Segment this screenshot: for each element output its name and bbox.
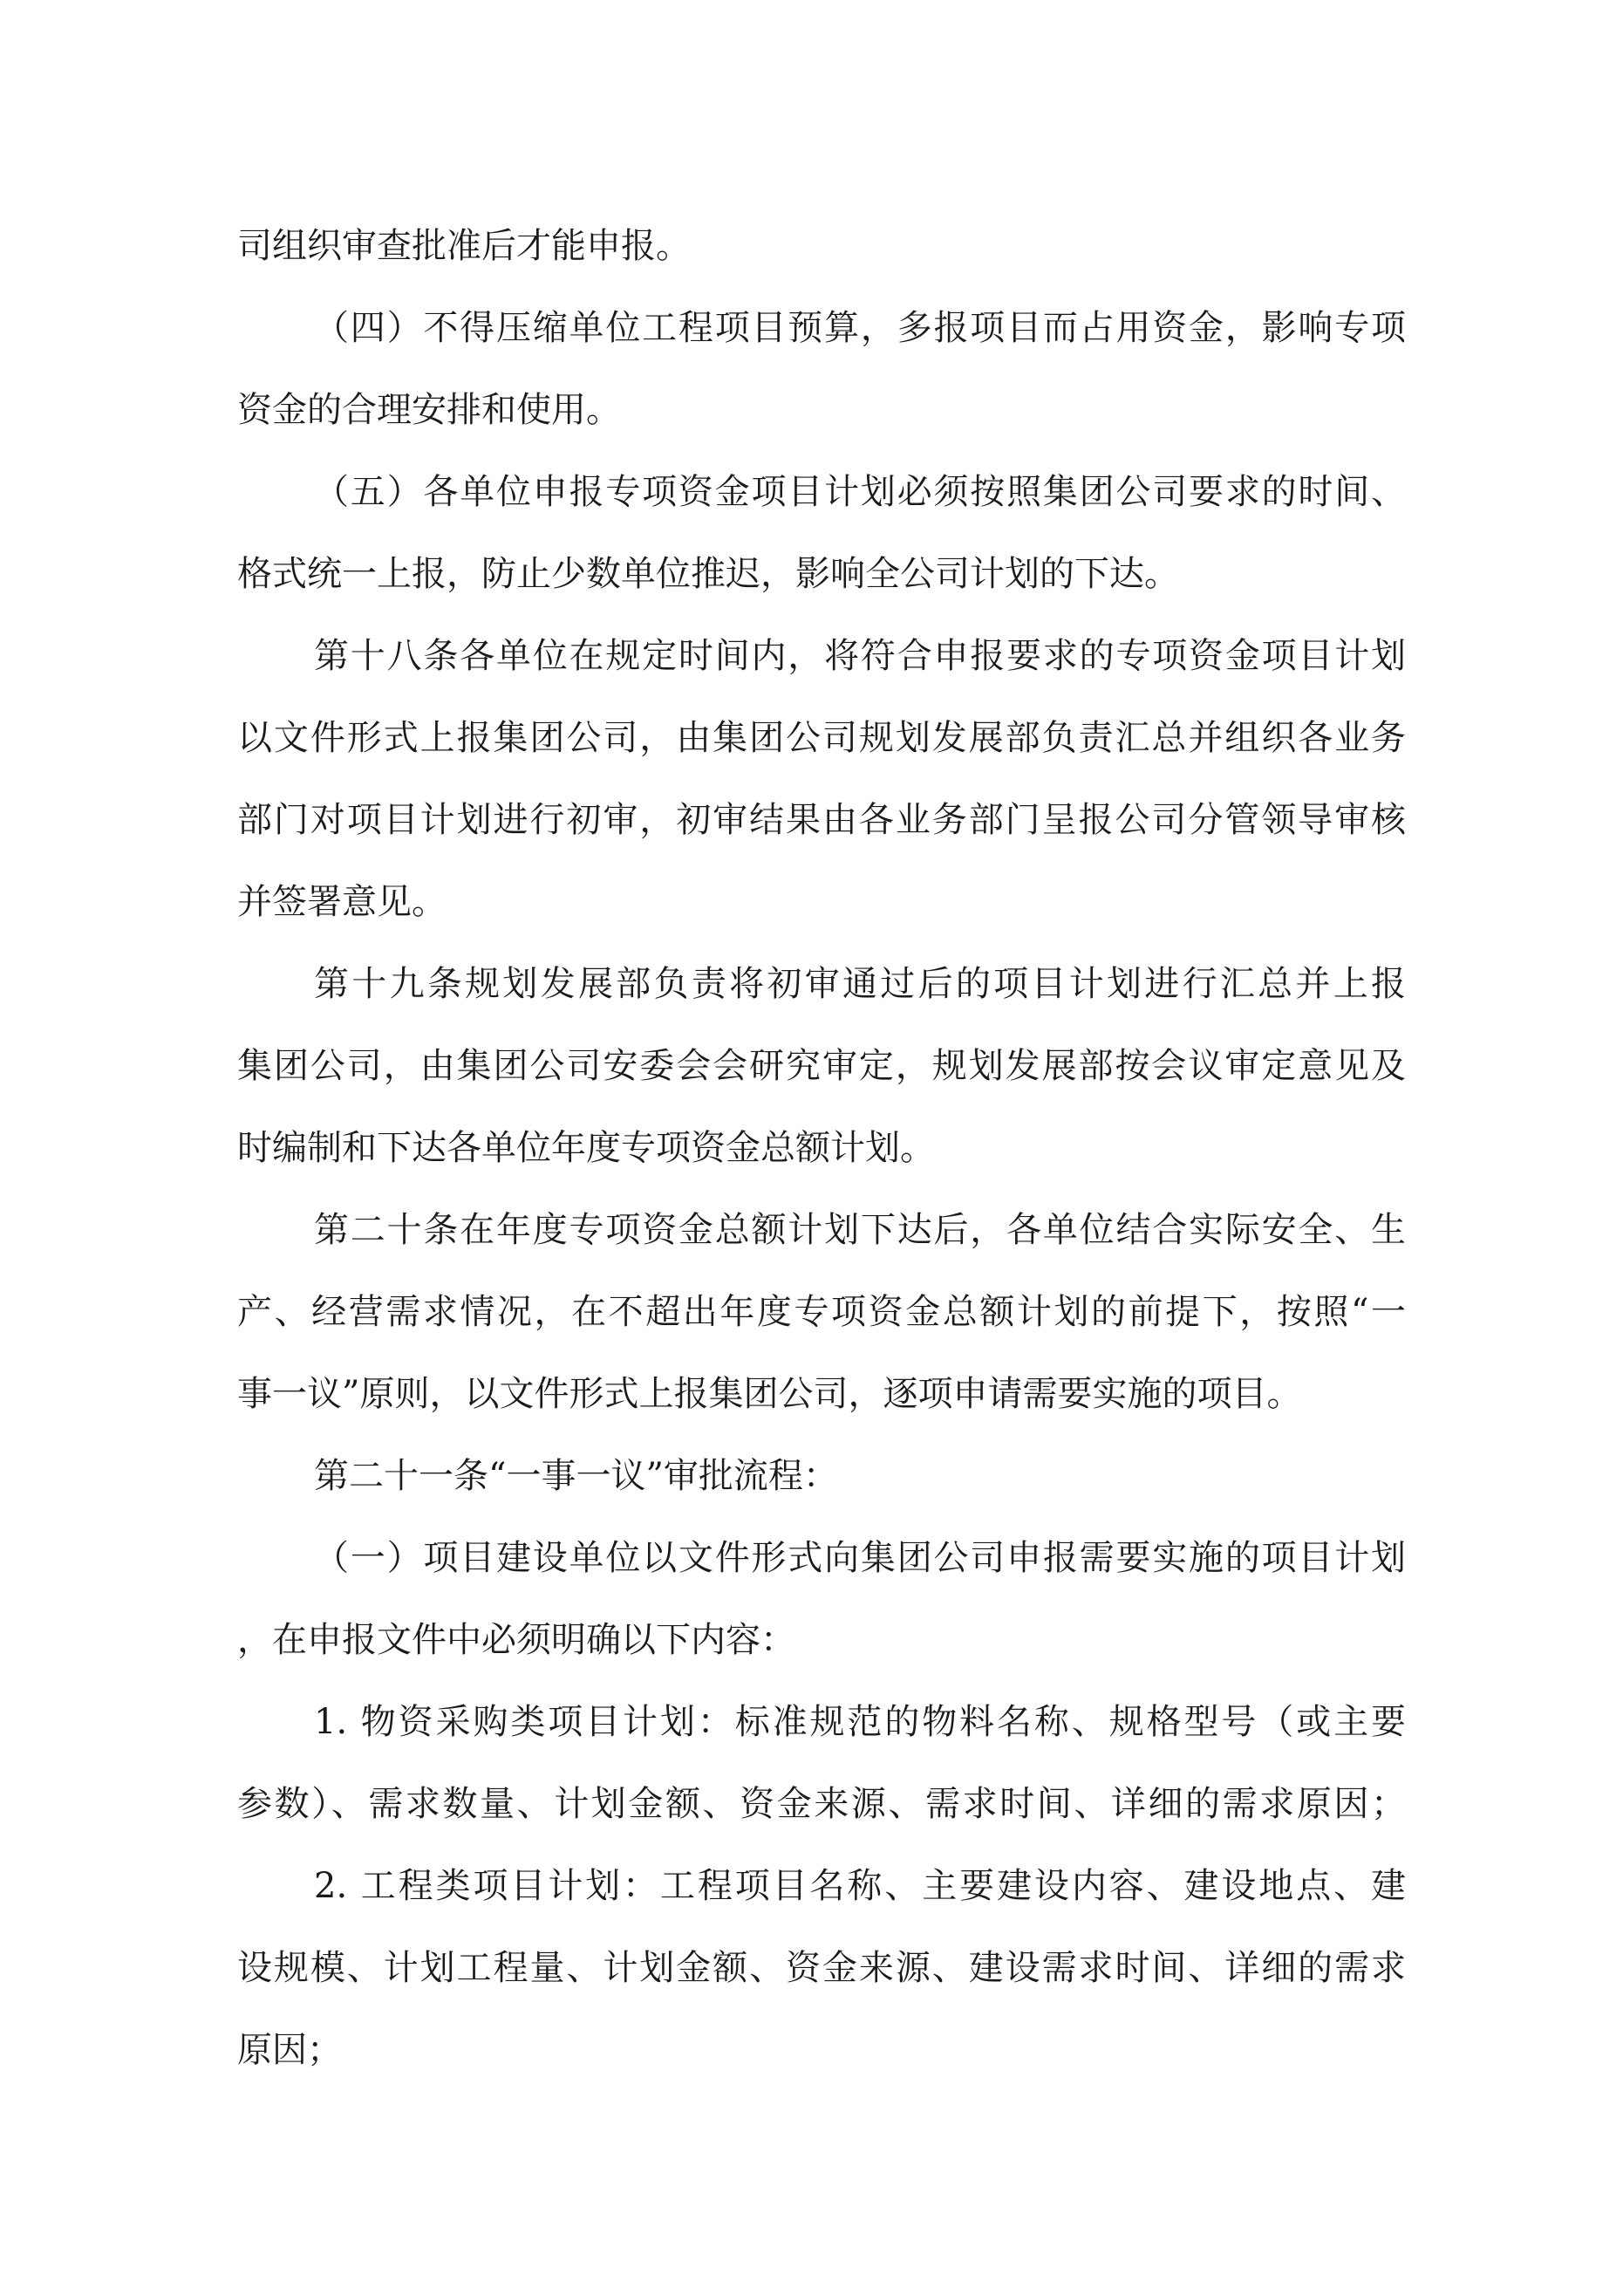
paragraph-line: 设规模、计划工程量、计划金额、资金来源、建设需求时间、详细的需求 (237, 1948, 1406, 1988)
paragraph-line: 事一议”原则，以文件形式上报集团公司，逐项申请需要实施的项目。 (237, 1374, 1302, 1414)
paragraph-line: 第二十条在年度专项资金总额计划下达后，各单位结合实际安全、生 (314, 1210, 1406, 1250)
paragraph-line: 2. 工程类项目计划：工程项目名称、主要建设内容、建设地点、建 (314, 1866, 1406, 1906)
paragraph-line: 并签署意见。 (237, 882, 447, 922)
paragraph-line: （四）不得压缩单位工程项目预算，多报项目而占用资金，影响专项 (314, 308, 1406, 348)
paragraph-line: 第二十一条“一事一议”审批流程： (314, 1456, 838, 1496)
paragraph-line: 部门对项目计划进行初审，初审结果由各业务部门呈报公司分管领导审核 (237, 800, 1406, 840)
paragraph-line: 集团公司，由集团公司安委会会研究审定，规划发展部按会议审定意见及 (237, 1046, 1406, 1086)
paragraph-line: 司组织审查批准后才能申报。 (237, 226, 691, 266)
paragraph-line: 以文件形式上报集团公司，由集团公司规划发展部负责汇总并组织各业务 (237, 718, 1406, 758)
paragraph-line: （五）各单位申报专项资金项目计划必须按照集团公司要求的时间、 (314, 472, 1406, 512)
paragraph-line: 第十八条各单位在规定时间内，将符合申报要求的专项资金项目计划 (314, 636, 1406, 676)
paragraph-line: ，在申报文件中必须明确以下内容： (237, 1620, 795, 1660)
paragraph-line: 原因； (237, 2030, 342, 2070)
paragraph-line: 产、经营需求情况，在不超出年度专项资金总额计划的前提下，按照“一 (237, 1292, 1406, 1332)
paragraph-line: 资金的合理安排和使用。 (237, 390, 621, 430)
paragraph-line: 第十九条规划发展部负责将初审通过后的项目计划进行汇总并上报 (314, 964, 1406, 1004)
paragraph-line: 格式统一上报，防止少数单位推迟，影响全公司计划的下达。 (237, 554, 1179, 594)
paragraph-line: 时编制和下达各单位年度专项资金总额计划。 (237, 1128, 935, 1168)
paragraph-line: 参数）、需求数量、计划金额、资金来源、需求时间、详细的需求原因； (237, 1784, 1406, 1824)
paragraph-line: 1. 物资采购类项目计划：标准规范的物料名称、规格型号（或主要 (314, 1702, 1406, 1742)
paragraph-line: （一）项目建设单位以文件形式向集团公司申报需要实施的项目计划 (314, 1538, 1406, 1578)
